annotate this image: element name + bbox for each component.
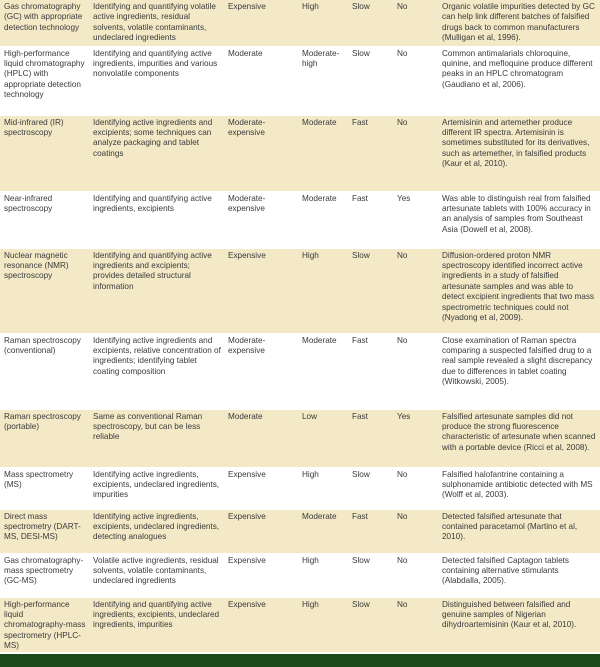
technique-cell: Nuclear magnetic resonance (NMR) spectroscopy	[0, 248, 89, 333]
speed-cell: Slow	[348, 597, 393, 652]
portable-cell: No	[393, 46, 438, 115]
cost-cell: Moderate	[224, 409, 298, 467]
speed-cell: Slow	[348, 467, 393, 509]
identifies-cell: Identifying and quantifying volatile active ingredients, residual solvents, volatile contaminants, undeclared ingredients	[89, 0, 224, 46]
sensitivity-cell: High	[298, 597, 348, 652]
technique-cell: Raman spectroscopy (portable)	[0, 409, 89, 467]
speed-cell: Slow	[348, 553, 393, 597]
identifies-cell: Identifying active ingredients, excipients, undeclared ingredients, detecting analogues	[89, 509, 224, 553]
speed-cell: Slow	[348, 46, 393, 115]
table-row	[0, 0, 600, 46]
sensitivity-cell: High	[298, 553, 348, 597]
sensitivity-cell: Moderate	[298, 191, 348, 248]
example-cell: Organic volatile impurities detected by GC can help link different batches of falsified drugs back to common manufacturers (Mulligan et al, 1996).	[438, 0, 600, 46]
cost-cell: Moderate	[224, 46, 298, 115]
cost-cell: Expensive	[224, 553, 298, 597]
example-cell: Was able to distinguish real from falsified artesunate tablets with 100% accuracy in an analysis of samples from Southeast Asia (Dowell et al, 2008).	[438, 191, 600, 248]
table-row	[0, 115, 600, 191]
sensitivity-cell: High	[298, 0, 348, 46]
technique-cell: Direct mass spectrometry (DART-MS, DESI-MS)	[0, 509, 89, 553]
identifies-cell: Identifying and quantifying active ingredients, impurities and various nonvolatile components	[89, 46, 224, 115]
cost-cell: Moderate-expensive	[224, 115, 298, 191]
identifies-cell: Same as conventional Raman spectroscopy, but can be less reliable	[89, 409, 224, 467]
example-cell: Close examination of Raman spectra comparing a suspected falsified drug to a real sample revealed a slight discrepancy due to differences in tablet coating (Witkowski, 2005).	[438, 333, 600, 409]
speed-cell: Fast	[348, 191, 393, 248]
portable-cell: No	[393, 115, 438, 191]
table-row	[0, 597, 600, 652]
speed-cell: Fast	[348, 115, 393, 191]
portable-cell: Yes	[393, 191, 438, 248]
table-row	[0, 191, 600, 248]
technique-cell: Mid-infrared (IR) spectroscopy	[0, 115, 89, 191]
example-cell: Artemisinin and artemether produce different IR spectra. Artemisinin is sometimes substituted for its derivatives, such as artemether, in falsified products (Kaur et al, 2010).	[438, 115, 600, 191]
example-cell: Falsified halofantrine containing a sulphonamide antibiotic detected with MS (Wolff et al, 2003).	[438, 467, 600, 509]
speed-cell: Fast	[348, 333, 393, 409]
sensitivity-cell: High	[298, 248, 348, 333]
speed-cell: Slow	[348, 248, 393, 333]
portable-cell: No	[393, 553, 438, 597]
technique-cell: Near-infrared spectroscopy	[0, 191, 89, 248]
portable-cell: No	[393, 248, 438, 333]
identifies-cell: Identifying and quantifying active ingredients, excipients, undeclared ingredients, impurities	[89, 597, 224, 652]
technique-cell: Gas chromatography (GC) with appropriate detection technology	[0, 0, 89, 46]
table-row	[0, 467, 600, 509]
example-cell: Detected falsified artesunate that contained paracetamol (Martino et al, 2010).	[438, 509, 600, 553]
example-cell: Distinguished between falsified and genuine samples of Nigerian dihydroartemisinin (Kaur et al, 2010).	[438, 597, 600, 652]
portable-cell: No	[393, 467, 438, 509]
cost-cell: Expensive	[224, 467, 298, 509]
sensitivity-cell: Low	[298, 409, 348, 467]
portable-cell: No	[393, 0, 438, 46]
technique-cell: Gas chromatography-mass spectrometry (GC-MS)	[0, 553, 89, 597]
portable-cell: No	[393, 333, 438, 409]
sensitivity-cell: Moderate	[298, 115, 348, 191]
table-row	[0, 553, 600, 597]
speed-cell: Fast	[348, 509, 393, 553]
table-row	[0, 333, 600, 409]
table-row	[0, 248, 600, 333]
cost-cell: Moderate-expensive	[224, 333, 298, 409]
sensitivity-cell: Moderate	[298, 509, 348, 553]
technique-cell: High-performance liquid chromatography-mass spectrometry (HPLC-MS)	[0, 597, 89, 652]
example-cell: Diffusion-ordered proton NMR spectroscopy identified incorrect active ingredients in a study of falsified artesunate samples and was able to detect excipient ingredients that two mass spectrometric techniques could not (Nyadong et al, 2009).	[438, 248, 600, 333]
table-row	[0, 509, 600, 553]
sensitivity-cell: High	[298, 467, 348, 509]
portable-cell: No	[393, 509, 438, 553]
technique-cell: Mass spectrometry (MS)	[0, 467, 89, 509]
portable-cell: Yes	[393, 409, 438, 467]
identifies-cell: Volatile active ingredients, residual solvents, volatile contaminants, undeclared ingredients	[89, 553, 224, 597]
identifies-cell: Identifying and quantifying active ingredients, excipients	[89, 191, 224, 248]
identifies-cell: Identifying active ingredients and excipients; some techniques can analyze packaging and tablet coatings	[89, 115, 224, 191]
example-cell: Common antimalarials chloroquine, quinine, and mefloquine produce different peaks in an HPLC chromatogram (Gaudiano et al, 2006).	[438, 46, 600, 115]
identifies-cell: Identifying and quantifying active ingredients and excipients; provides detailed structural information	[89, 248, 224, 333]
table-row	[0, 409, 600, 467]
example-cell: Falsified artesunate samples did not produce the strong fluorescence characteristic of artesunate when scanned with a portable device (Ricci et al, 2008).	[438, 409, 600, 467]
sensitivity-cell: Moderate-high	[298, 46, 348, 115]
identifies-cell: Identifying active ingredients, excipients, undeclared ingredients, impurities	[89, 467, 224, 509]
cost-cell: Expensive	[224, 0, 298, 46]
example-cell: Detected falsified Captagon tablets containing alternative stimulants (Alabdalla, 2005).	[438, 553, 600, 597]
cost-cell: Expensive	[224, 248, 298, 333]
cost-cell: Moderate-expensive	[224, 191, 298, 248]
speed-cell: Fast	[348, 409, 393, 467]
cost-cell: Expensive	[224, 597, 298, 652]
technique-cell: Raman spectroscopy (conventional)	[0, 333, 89, 409]
sensitivity-cell: Moderate	[298, 333, 348, 409]
table-row	[0, 46, 600, 115]
speed-cell: Slow	[348, 0, 393, 46]
portable-cell: No	[393, 597, 438, 652]
identifies-cell: Identifying active ingredients and excipients, relative concentration of ingredients; identifying tablet coating composition	[89, 333, 224, 409]
technique-cell: High-performance liquid chromatography (HPLC) with appropriate detection technology	[0, 46, 89, 115]
cost-cell: Expensive	[224, 509, 298, 553]
footer-bar	[0, 654, 600, 667]
